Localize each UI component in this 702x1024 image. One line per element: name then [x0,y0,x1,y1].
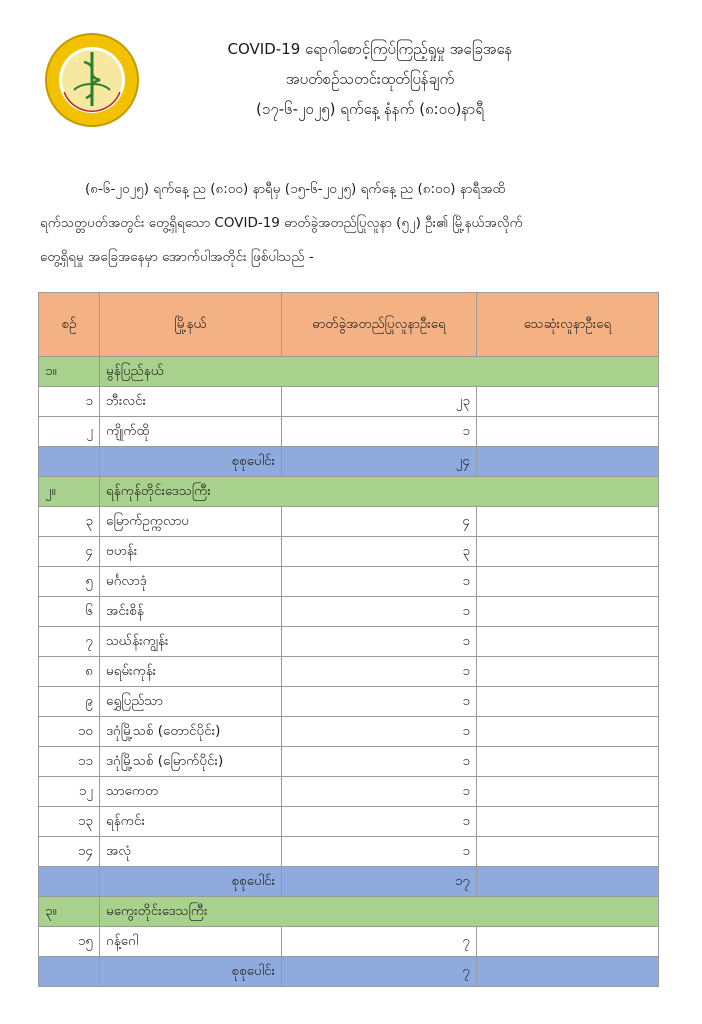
deaths [477,387,659,417]
region-number: ၂။ [39,477,100,507]
row-number: ၁၂ [39,777,100,807]
confirmed-cases: ၁ [282,837,477,867]
intro-line-2: ရက်သတ္တပတ်အတွင်း တွေ့ရှိရသော COVID-19 ဓာတ်ခွဲအတည်ပြုလူနာ (၅၂) ဦး၏ မြို့နယ်အလိုက် [40,215,523,231]
cases-table [38,292,659,987]
table-row [39,657,659,687]
deaths [477,597,659,627]
table-row [39,837,659,867]
table-row [39,597,659,627]
confirmed-cases: ၃ [282,537,477,567]
deaths [477,717,659,747]
region-row [39,897,659,927]
confirmed-cases: ၄ [282,507,477,537]
total-label: စုစုပေါင်း [100,447,282,477]
table-row [39,807,659,837]
deaths [477,567,659,597]
deaths [477,807,659,837]
row-number: ၇ [39,627,100,657]
table-row [39,747,659,777]
deaths [477,657,659,687]
total-row [39,957,659,987]
township-name: ရွှေပြည်သာ [100,687,282,717]
township-name: မင်္ဂလာဒုံ [100,567,282,597]
region-name: မကွေးတိုင်းဒေသကြီး [100,897,659,927]
row-number: ၂ [39,417,100,447]
table-row [39,507,659,537]
confirmed-cases: ၁ [282,777,477,807]
header-title: COVID-19 ရောဂါစောင့်ကြပ်ကြည့်ရှုမှု အခြေအနေ [227,40,513,58]
region-row [39,357,659,387]
total-row [39,867,659,897]
table-row [39,537,659,567]
total-cases: ၁၇ [282,867,477,897]
row-number: ၈ [39,657,100,687]
deaths [477,747,659,777]
table-body [39,357,659,987]
region-number: ၃။ [39,897,100,927]
total-spacer [39,957,100,987]
township-name: အင်းစိန် [100,597,282,627]
row-number: ၃ [39,507,100,537]
deaths [477,777,659,807]
confirmed-cases: ၁ [282,717,477,747]
township-name: ရန်ကင်း [100,807,282,837]
deaths [477,507,659,537]
row-number: ၅ [39,567,100,597]
township-name: ဒဂုံမြို့သစ် (မြောက်ပိုင်း) [100,747,282,777]
confirmed-cases: ၁ [282,417,477,447]
total-cases: ၂၄ [282,447,477,477]
header-date: (၁၇-၆-၂၀၂၅) ရက်နေ့ နံနက် (၈:၀၀)နာရီ [256,100,484,118]
confirmed-cases: ၁ [282,807,477,837]
deaths [477,687,659,717]
row-number: ၉ [39,687,100,717]
header-township: မြို့နယ် [100,293,282,357]
total-spacer [39,867,100,897]
row-number: ၁၀ [39,717,100,747]
total-deaths [477,447,659,477]
row-number: ၁၁ [39,747,100,777]
intro-line-1: (၈-၆-၂၀၂၅) ရက်နေ့ ည (၈:၀၀) နာရီမှ (၁၅-၆-၂၀၂၅) ရက်နေ့ ည (၈:၀၀) နာရီအထိ [85,181,506,197]
document-header [160,34,580,124]
table-row [39,417,659,447]
confirmed-cases: ၁ [282,627,477,657]
confirmed-cases: ၁ [282,747,477,777]
deaths [477,417,659,447]
confirmed-cases: ၇ [282,927,477,957]
deaths [477,927,659,957]
intro-line-3: တွေ့ရှိရမှု အခြေအနေမှာ အောက်ပါအတိုင်း ဖြစ်ပါသည် - [40,249,314,265]
table-row [39,687,659,717]
township-name: သဃ်န်းကျွန်း [100,627,282,657]
region-name: မွန်ပြည်နယ် [100,357,659,387]
header-confirmed-cases: ဓာတ်ခွဲအတည်ပြုလူနာဦးရေ [282,293,477,357]
table-row [39,567,659,597]
row-number: ၁ [39,387,100,417]
region-name: ရန်ကုန်တိုင်းဒေသကြီး [100,477,659,507]
deaths [477,627,659,657]
total-deaths [477,867,659,897]
table-row [39,777,659,807]
header-subtitle: အပတ်စဉ်သတင်းထုတ်ပြန်ချက် [285,70,455,88]
township-name: မရမ်းကုန်း [100,657,282,687]
table-row [39,627,659,657]
row-number: ၆ [39,597,100,627]
township-name: ဗဟန်း [100,537,282,567]
row-number: ၁၅ [39,927,100,957]
confirmed-cases: ၁ [282,687,477,717]
region-number: ၁။ [39,357,100,387]
confirmed-cases: ၁ [282,567,477,597]
table-row [39,927,659,957]
table-row [39,387,659,417]
confirmed-cases: ၂၃ [282,387,477,417]
row-number: ၁၄ [39,837,100,867]
total-row [39,447,659,477]
table-header-row [39,293,659,357]
confirmed-cases: ၁ [282,657,477,687]
township-name: သာကေတ [100,777,282,807]
header-no: စဉ် [39,293,100,357]
township-name: ဒဂုံမြို့သစ် (တောင်ပိုင်း) [100,717,282,747]
total-label: စုစုပေါင်း [100,957,282,987]
header-deaths: သေဆုံးလူနာဦးရေ [477,293,659,357]
total-deaths [477,957,659,987]
total-spacer [39,447,100,477]
deaths [477,537,659,567]
row-number: ၁၃ [39,807,100,837]
ministry-of-health-logo [44,32,140,128]
intro-paragraph [40,172,665,274]
region-row [39,477,659,507]
total-cases: ၇ [282,957,477,987]
township-name: ဂန့်ဂေါ [100,927,282,957]
deaths [477,837,659,867]
row-number: ၄ [39,537,100,567]
total-label: စုစုပေါင်း [100,867,282,897]
confirmed-cases: ၁ [282,597,477,627]
township-name: ဘီးလင်း [100,387,282,417]
township-name: အလုံ [100,837,282,867]
township-name: ကျိုက်ထို [100,417,282,447]
township-name: မြောက်ဥက္ကလာပ [100,507,282,537]
table-row [39,717,659,747]
